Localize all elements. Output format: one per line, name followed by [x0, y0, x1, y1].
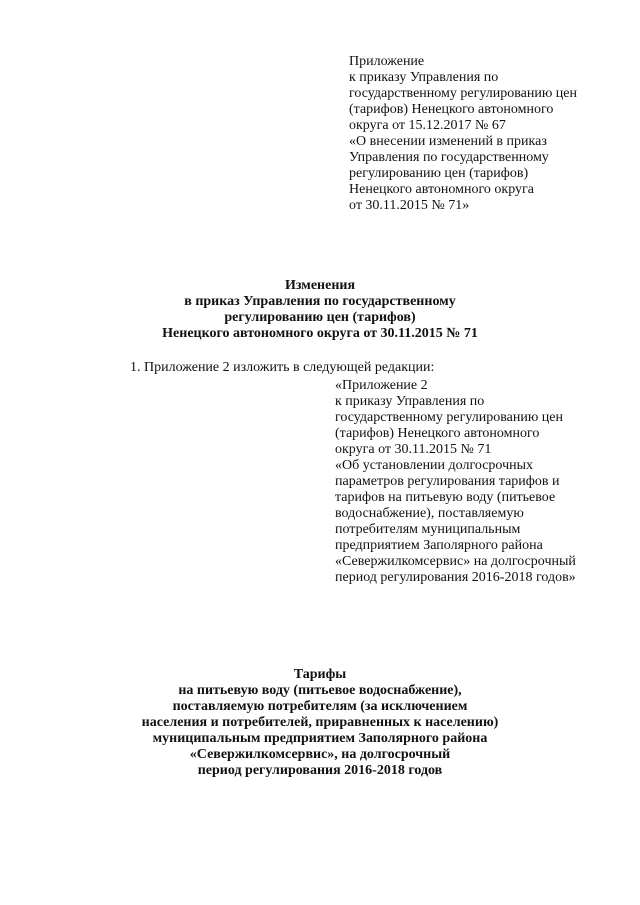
- appendix-header-line: Приложение: [349, 54, 425, 69]
- changes-title-line: регулированию цен (тарифов): [224, 310, 416, 325]
- quoted-appendix-line: водоснабжение), поставляемую: [335, 506, 524, 521]
- tariffs-title-line: на питьевую воду (питьевое водоснабжение),: [178, 683, 462, 698]
- appendix-header-line: округа от 15.12.2017 № 67: [349, 118, 506, 133]
- tariffs-title-line: период регулирования 2016-2018 годов: [197, 763, 443, 778]
- quoted-appendix-line: (тарифов) Ненецкого автономного: [335, 426, 540, 441]
- appendix-header-line: государственному регулированию цен: [349, 86, 577, 101]
- quoted-appendix-line: период регулирования 2016-2018 годов»: [335, 570, 576, 585]
- tariffs-title: [0, 667, 640, 779]
- quoted-appendix-line: государственному регулированию цен: [335, 410, 563, 425]
- appendix-header-line: «О внесении изменений в приказ: [349, 134, 547, 149]
- quoted-appendix-line: «Приложение 2: [335, 378, 428, 393]
- quoted-appendix-line: округа от 30.11.2015 № 71: [335, 442, 492, 457]
- quoted-appendix-line: тарифов на питьевую воду (питьевое: [335, 490, 556, 505]
- appendix-header-line: Ненецкого автономного округа: [349, 182, 534, 197]
- quoted-appendix: [335, 378, 576, 586]
- changes-title-line: Ненецкого автономного округа от 30.11.2015 № 71: [162, 326, 478, 341]
- quoted-appendix-line: потребителям муниципальным: [335, 522, 521, 537]
- appendix-header-line: (тарифов) Ненецкого автономного: [349, 102, 554, 117]
- quoted-appendix-line: «Севержилкомсервис» на долгосрочный: [335, 554, 576, 569]
- quoted-appendix-line: предприятием Заполярного района: [335, 538, 543, 553]
- appendix-header-line: от 30.11.2015 № 71»: [349, 198, 470, 213]
- appendix-header-line: Управления по государственному: [349, 150, 549, 165]
- changes-title: [0, 278, 640, 342]
- appendix-header-line: регулированию цен (тарифов): [349, 166, 529, 181]
- quoted-appendix-line: к приказу Управления по: [335, 394, 485, 409]
- tariffs-title-line: поставляемую потребителям (за исключением: [172, 699, 468, 714]
- appendix-header-line: к приказу Управления по: [349, 70, 499, 85]
- quoted-appendix-line: параметров регулирования тарифов и: [335, 474, 560, 489]
- changes-title-line: Изменения: [284, 278, 356, 293]
- tariffs-title-line: населения и потребителей, приравненных к населению): [141, 715, 499, 730]
- tariffs-title-line: «Севержилкомсервис», на долгосрочный: [189, 747, 451, 762]
- quoted-appendix-line: «Об установлении долгосрочных: [335, 458, 534, 473]
- changes-title-line: в приказ Управления по государственному: [184, 294, 456, 309]
- appendix-header: [349, 54, 577, 214]
- tariffs-title-line: муниципальным предприятием Заполярного района: [152, 731, 488, 746]
- tariffs-title-line: Тарифы: [293, 667, 347, 682]
- item-1-text: 1. Приложение 2 изложить в следующей редакции:: [130, 360, 435, 375]
